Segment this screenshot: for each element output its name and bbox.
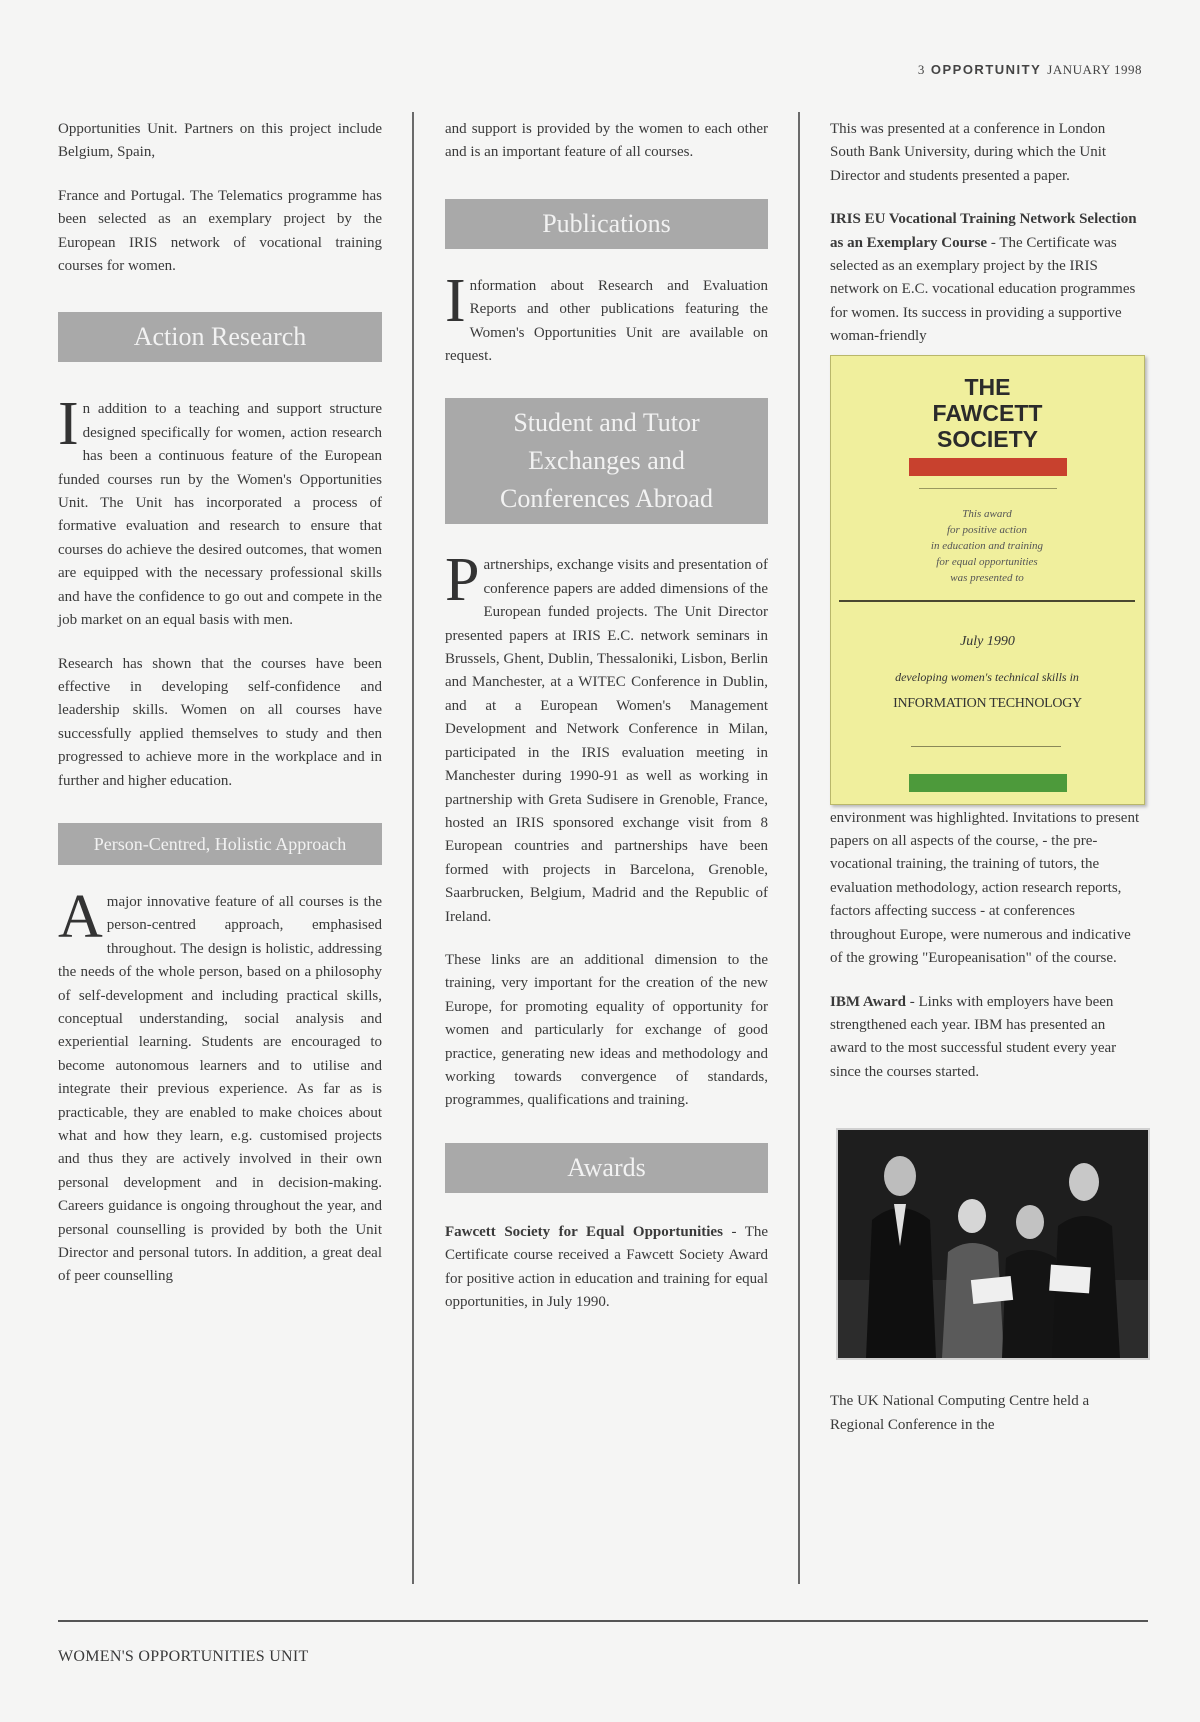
page-number: 3 bbox=[917, 62, 925, 77]
action-research-paragraph-1 bbox=[58, 390, 382, 632]
publications-text: nformation about Research and Evaluation Reports and other publications featuring the Women's Opportunities Unit are available on request. bbox=[445, 277, 768, 365]
issue-date: JANUARY 1998 bbox=[1047, 62, 1142, 77]
iris-text: - The Certificate was selected as an exemplary project by the IRIS network on E.C. vocational education programmes for women. Its success in providing a supportive woman-friendly bbox=[830, 234, 1136, 345]
dropcap: I bbox=[58, 390, 79, 459]
intro-paragraph-1: Opportunities Unit. Partners on this project include Belgium, Spain, bbox=[58, 121, 382, 161]
certificate-script-line-4: for equal opportunities bbox=[936, 555, 1038, 568]
running-head bbox=[918, 62, 1142, 78]
column-2 bbox=[445, 118, 768, 1314]
person-centred-text: major innovative feature of all courses is the person-centred approach, emphasised throughout. The design is holistic, addressing the needs of the whole person, based on a philosophy of self-development and including practical skills, conceptual understanding, social analysis and experiential learning. Students are encouraged to become autonomous learners and to utilise and integrate their previous experience. As far as is practicable, they are enabled to make choices about what and how they learn, e.g. customised projects and thus they are actively involved in their own personal development and in decision-making. Careers guidance is ongoing throughout the year, and personal counselling is provided by both the Unit Director and personal tutors. In addition, a great deal of peer counselling bbox=[58, 893, 382, 1285]
iris-lead: IRIS EU Vocational Training Network Selection as an Exemplary Course bbox=[830, 211, 1137, 251]
person-centred-paragraph bbox=[58, 882, 382, 1289]
dropcap: A bbox=[58, 882, 103, 951]
exchanges-heading-line-3: Conferences Abroad bbox=[500, 484, 713, 514]
fawcett-certificate-image bbox=[830, 355, 1145, 805]
certificate-red-band bbox=[909, 458, 1067, 476]
action-research-heading: Action Research bbox=[58, 312, 382, 362]
publications-heading: Publications bbox=[445, 199, 768, 249]
ncc-paragraph: The UK National Computing Centre held a Regional Conference in the bbox=[830, 1393, 1090, 1433]
exchanges-heading-line-1: Student and Tutor bbox=[513, 408, 700, 438]
awards-heading: Awards bbox=[445, 1143, 768, 1193]
certificate-title-line-2: FAWCETT bbox=[932, 399, 1043, 426]
publications-paragraph bbox=[445, 266, 768, 369]
footer-unit-name: WOMEN'S OPPORTUNITIES UNIT bbox=[58, 1648, 309, 1665]
ibm-text: - Links with employers have been strengthened each year. IBM has presented an award to the most successful student every year since the courses started. bbox=[830, 993, 1117, 1080]
conference-paragraph: This was presented at a conference in London South Bank University, during which the Unit Director and students presented a paper. bbox=[830, 121, 1107, 184]
certificate-green-band bbox=[909, 774, 1067, 792]
footer-rule bbox=[58, 1620, 1148, 1622]
certificate-title bbox=[831, 374, 1144, 452]
iris-paragraph bbox=[830, 208, 1143, 348]
continued-paragraph: and support is provided by the women to each other and is an important feature of all courses. bbox=[445, 121, 768, 161]
certificate-script-line-5: was presented to bbox=[950, 571, 1024, 584]
certificate-date: July 1990 bbox=[960, 633, 1015, 649]
certificate-it: INFORMATION TECHNOLOGY bbox=[893, 695, 1082, 711]
ibm-award-photo bbox=[836, 1128, 1150, 1360]
ibm-paragraph bbox=[830, 991, 1143, 1085]
action-research-text-1: n addition to a teaching and support structure designed specifically for women, action research has been a continuous feature of the European funded courses run by the Women's Opportunities Unit. The Unit has incorporated a process of formative evaluation and research to ensure that courses do achieve the desired outcomes, that women are equipped with the necessary professional skills and have the confidence to go out and compete in the job market on an equal basis with men. bbox=[58, 401, 382, 629]
environment-paragraph: environment was highlighted. Invitations to present papers on all aspects of the course, - the pre-vocational training, the training of tutors, the evaluation methodology, action research reports, factors affecting success - at conferences throughout Europe, were numerous and indicative of the growing "Europeanisation" of the course. bbox=[830, 809, 1140, 967]
intro-paragraph-2: France and Portugal. The Telematics programme has been selected as an exemplary project by the European IRIS network of vocational training courses for women. bbox=[58, 187, 382, 275]
certificate-script bbox=[851, 506, 1123, 586]
person-centred-heading: Person-Centred, Holistic Approach bbox=[58, 823, 382, 865]
certificate-title-line-3: SOCIETY bbox=[937, 425, 1038, 452]
exchanges-paragraph-2: These links are an additional dimension to the training, very important for the creation of the new Europe, for promoting equality of opportunity for women and particularly for exchange of good practice, generating new ideas and methodology and working towards convergence of standards, programmes, qualifications and training. bbox=[445, 951, 768, 1109]
exchanges-heading-line-2: Exchanges and bbox=[528, 446, 685, 476]
column-divider-2 bbox=[798, 112, 800, 1584]
dropcap: P bbox=[445, 546, 480, 615]
column-divider-1 bbox=[412, 112, 414, 1584]
certificate-signature-line bbox=[839, 600, 1135, 602]
column-3 bbox=[830, 118, 1143, 1437]
certificate-rule bbox=[919, 488, 1057, 489]
certificate-script-line-1: This award bbox=[962, 507, 1012, 520]
certificate-skill: developing women's technical skills in bbox=[895, 669, 1079, 684]
fawcett-lead: Fawcett Society for Equal Opportunities bbox=[445, 1223, 723, 1240]
fawcett-paragraph bbox=[445, 1221, 768, 1315]
certificate-script-line-2: for positive action bbox=[946, 523, 1028, 536]
certificate-sign-rule bbox=[911, 746, 1061, 747]
exchanges-paragraph-1 bbox=[445, 546, 768, 929]
certificate-script-line-3: in education and training bbox=[930, 539, 1044, 552]
publication-name: OPPORTUNITY bbox=[930, 62, 1042, 77]
award-photo-illustration bbox=[838, 1130, 1148, 1358]
certificate-title-line-1: THE bbox=[964, 373, 1011, 400]
column-1 bbox=[58, 118, 382, 1289]
ibm-lead: IBM Award bbox=[830, 993, 906, 1010]
action-research-paragraph-2: Research has shown that the courses have been effective in developing self-confidence and leadership skills. Women on all courses have successfully applied themselves to study and then progressed to achieve more in the workplace and in further and higher education. bbox=[58, 655, 382, 789]
exchanges-text-1: artnerships, exchange visits and presentation of conference papers are added dimensions of the European funded projects. The Unit Director presented papers at IRIS E.C. network seminars in Brussels, Ghent, Dublin, Thessaloniki, Lisbon, Berlin and Manchester, at a WITEC Conference in Dublin, and at a European Women's Management Development and Network Conference in Milan, participated in the IRIS evaluation meeting in Manchester during 1990-91 as well as working in partnership with Greta Sudisere in Grenoble, France, hosted an IRIS sponsored exchange visit from 8 European countries and partnerships have been formed with projects in Barcelona, Grenoble, Saarbrucken, Belgium, Madrid and the Republic of Ireland. bbox=[445, 557, 768, 925]
fawcett-text: - The Certificate course received a Fawcett Society Award for positive action in education and training for equal opportunities, in July 1990. bbox=[445, 1223, 769, 1310]
exchanges-heading bbox=[445, 398, 768, 524]
dropcap: I bbox=[445, 266, 466, 335]
